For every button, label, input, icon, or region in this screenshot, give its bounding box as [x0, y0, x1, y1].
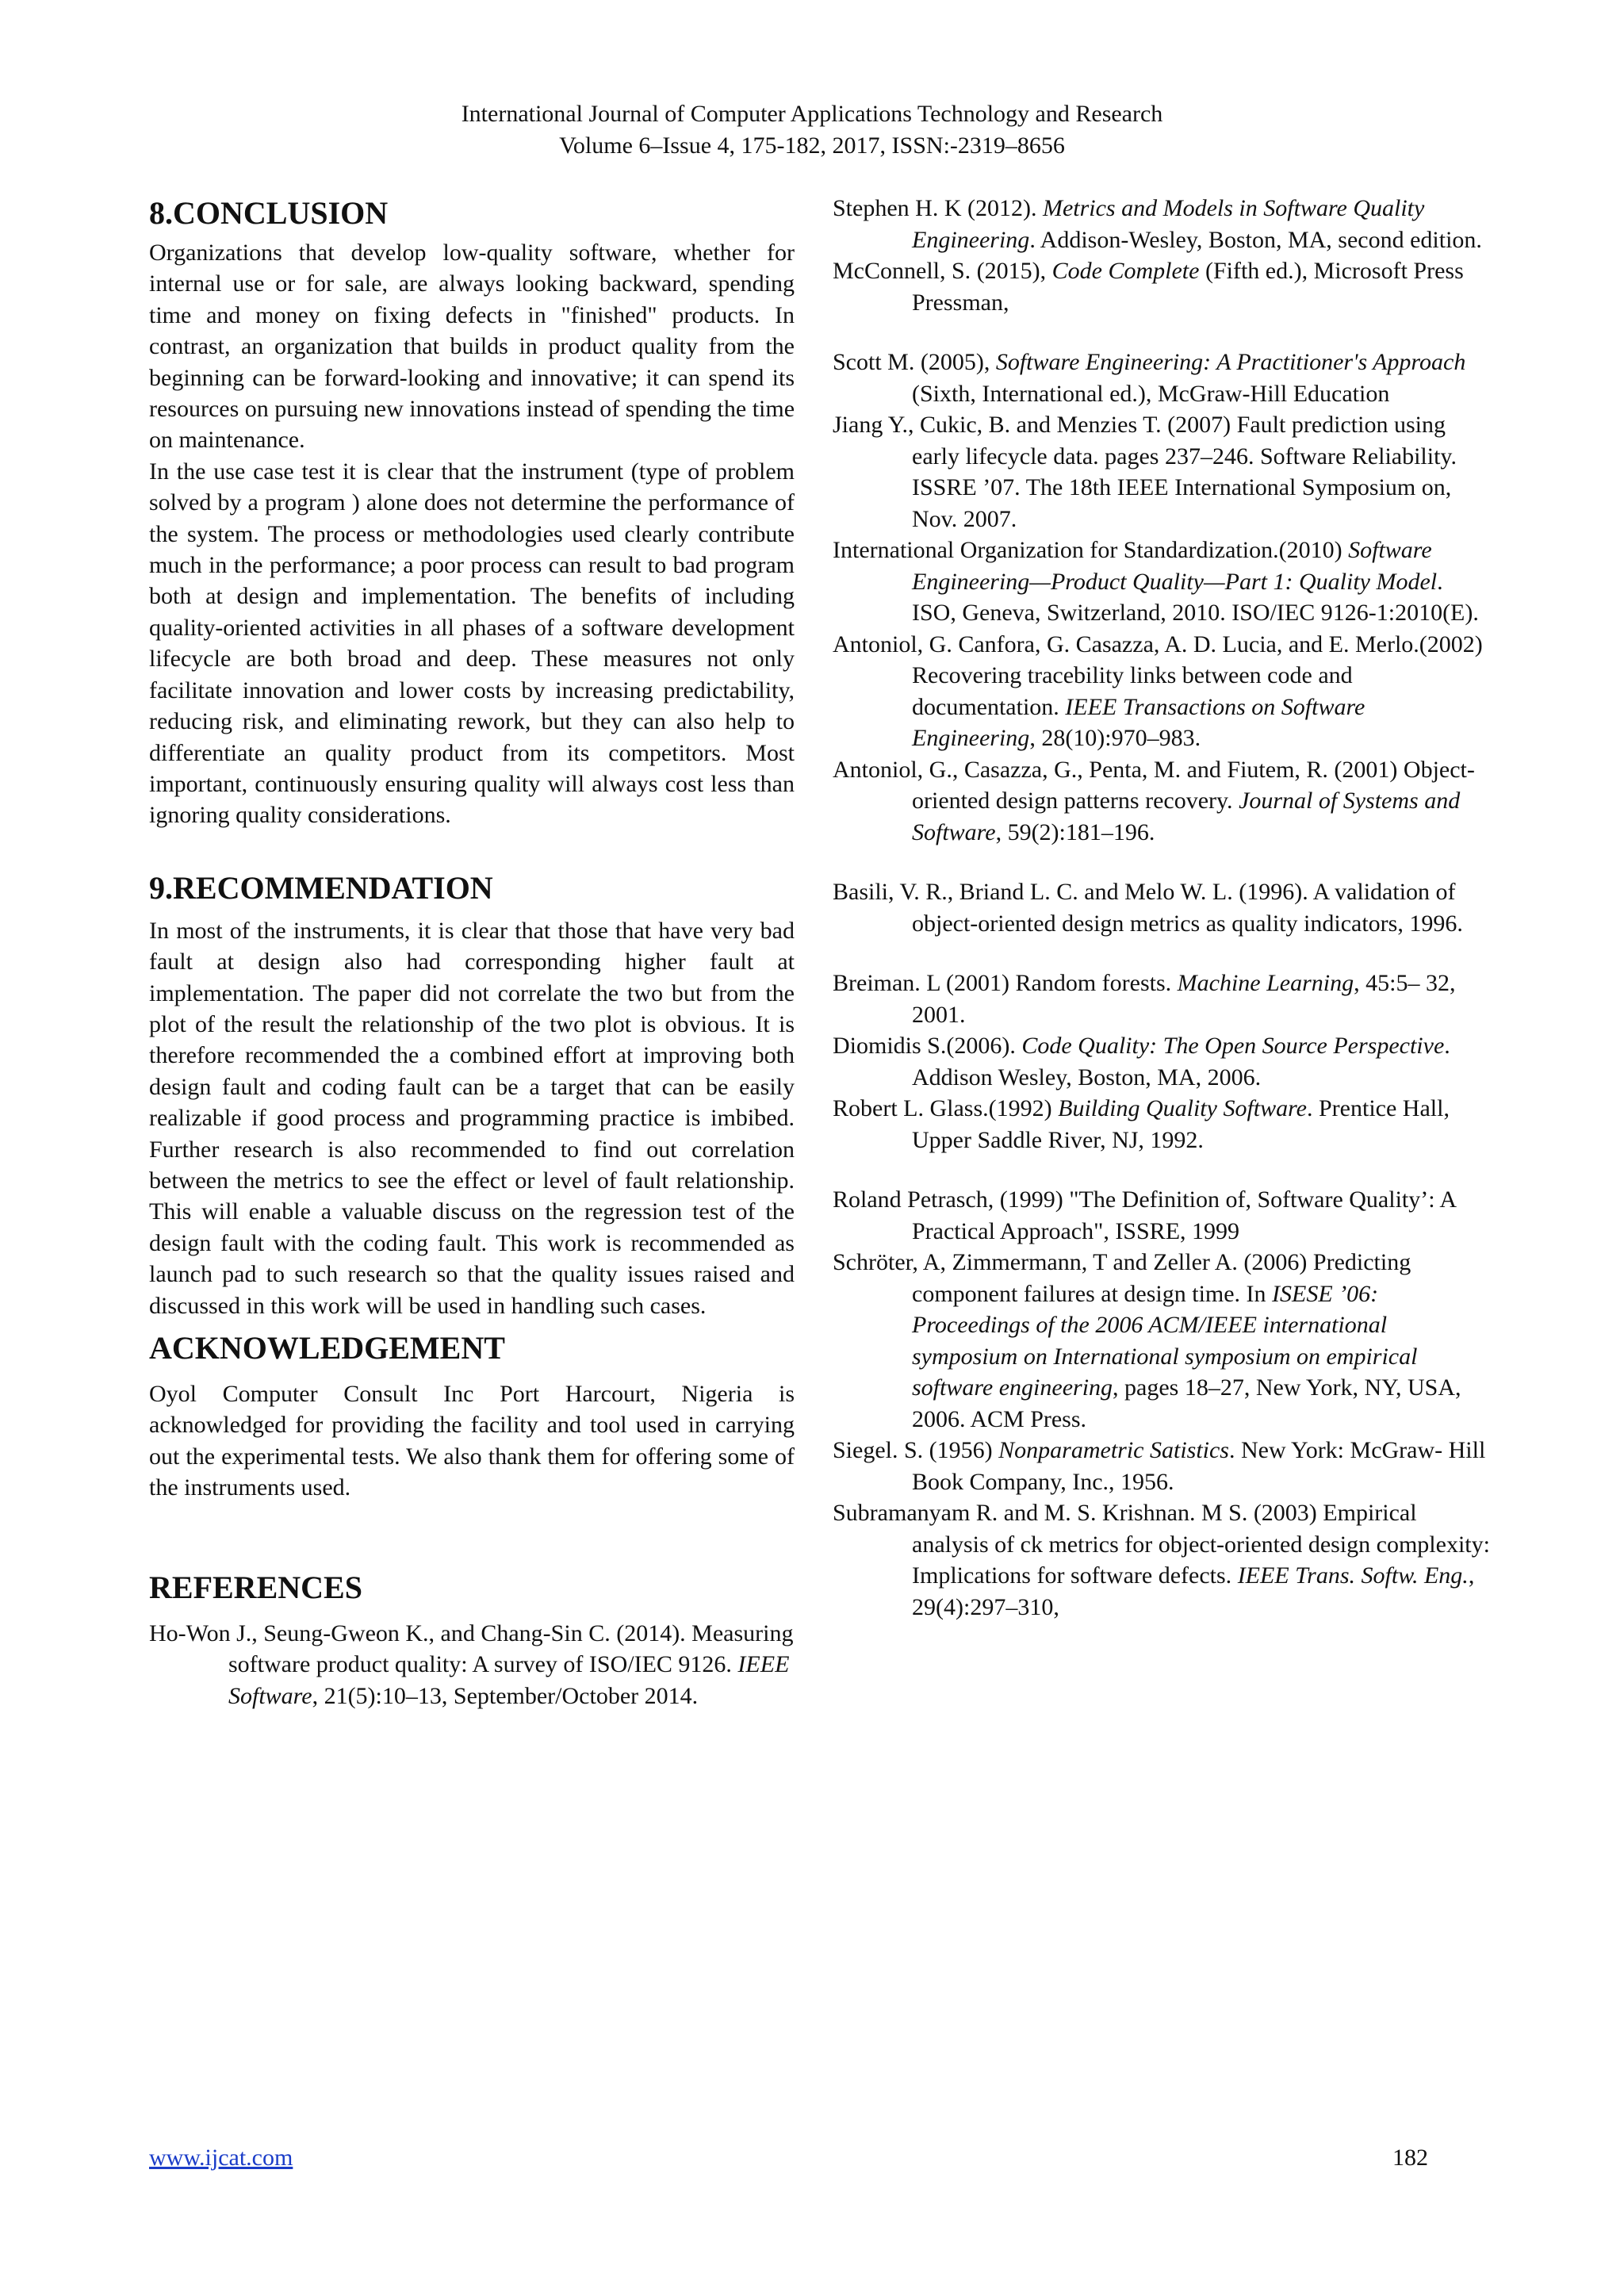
reference-item: Subramanyam R. and M. S. Krishnan. M S. (2003) Empirical analysis of ck metrics for object-oriented design complexity: Implications for software defects. IEEE Trans. Softw. Eng., 29(4):297–310,: [833, 1500, 1490, 1620]
reference-item: Antoniol, G., Casazza, G., Penta, M. and Fiutem, R. (2001) Object-oriented design patterns recovery. Journal of Systems and Software, 59(2):181–196.: [833, 756, 1475, 845]
journal-title: International Journal of Computer Applications Technology and Research: [461, 101, 1163, 127]
reference-item: Schröter, A, Zimmermann, T and Zeller A. (2006) Predicting component failures at design time. In ISESE ’06: Proceedings of the 2006 ACM/IEEE international symposium on International symposium on empirical software engineering, pages 18–27, New York, NY, USA, 2006. ACM Press.: [833, 1249, 1461, 1432]
page-number: 182: [1392, 2145, 1428, 2171]
conclusion-paragraph-1: Organizations that develop low-quality software, whether for internal use or for sale, are always looking backward, spending time and money on fixing defects in "finished" products. In contrast, an organization that builds in product quality from the beginning can be forward-looking and innovative; it can spend its resources on pursuing new innovations instead of spending the time on maintenance.: [149, 240, 795, 454]
conclusion-paragraph-2: In the use case test it is clear that the instrument (type of problem solved by a program ) alone does not determine the performance of the system. The process or methodologies used clearly contribute much in the performance; a poor process can result to bad program both at design and implementation. The benefits of including quality-oriented activities in all phases of a software development lifecycle are both broad and deep. These measures not only facilitate innovation and lower costs by increasing predictability, reducing risk, and eliminating rework, but they can also help to differentiate an quality product from its competitors. Most important, continuously ensuring quality will always cost less than ignoring quality considerations.: [149, 458, 795, 829]
acknowledgement-paragraph: Oyol Computer Consult Inc Port Harcourt, Nigeria is acknowledged for providing the facility and tool used in carrying out the experimental tests. We also thank them for offering some of the instruments used.: [149, 1381, 795, 1501]
reference-item: Ho-Won J., Seung-Gweon K., and Chang-Sin C. (2014). Measuring software product quality: A survey of ISO/IEC 9126. IEEE Software, 21(5):10–13, September/October 2014.: [149, 1619, 794, 1709]
journal-volume: Volume 6–Issue 4, 175-182, 2017, ISSN:-2319–8656: [559, 132, 1065, 159]
reference-item: Siegel. S. (1956) Nonparametric Satistics. New York: McGraw- Hill Book Company, Inc., 1956.: [833, 1437, 1486, 1495]
references-left-list: [149, 1618, 795, 1712]
reference-item: Basili, V. R., Briand L. C. and Melo W. L. (1996). A validation of object-oriented design metrics as quality indicators, 1996.: [833, 879, 1463, 937]
reference-item: Roland Petrasch, (1999) "The Definition of, Software Quality’: A Practical Approach", ISSRE, 1999: [833, 1186, 1456, 1244]
right-column: [833, 193, 1491, 1623]
acknowledgement-heading: ACKNOWLEDGEMENT: [149, 1330, 505, 1366]
footer-url-link[interactable]: www.ijcat.com: [149, 2145, 293, 2171]
recommendation-paragraph: In most of the instruments, it is clear that those that have very bad fault at design also had corresponding higher fault at implementation. The paper did not correlate the two but from the plot of the result the relationship of the two plot is obvious. It is therefore recommended the a combined effort at improving both design fault and coding fault can be a target that can be easily realizable if good process and programming practice is imbibed. Further research is also recommended to find out correlation between the metrics to see the effect or level of fault relationship. This will enable a valuable discuss on the regression test of the design fault with the coding fault. This work is recommended as launch pad to such research so that the quality issues raised and discussed in this work will be used in handling such cases.: [149, 917, 795, 1319]
reference-item: Scott M. (2005), Software Engineering: A Practitioner's Approach (Sixth, International ed.), McGraw-Hill Education: [833, 349, 1466, 407]
reference-item: Antoniol, G. Canfora, G. Casazza, A. D. Lucia, and E. Merlo.(2002) Recovering tracebility links between code and documentation. IEEE Transactions on Software Engineering, 28(10):970–983.: [833, 631, 1483, 751]
references-right-list: [833, 193, 1491, 1623]
journal-header: [0, 98, 1624, 162]
reference-item: Breiman. L (2001) Random forests. Machine Learning, 45:5– 32, 2001.: [833, 970, 1456, 1028]
conclusion-heading: 8.CONCLUSION: [149, 195, 389, 231]
reference-item: McConnell, S. (2015), Code Complete (Fifth ed.), Microsoft Press Pressman,: [833, 258, 1464, 316]
references-heading: REFERENCES: [149, 1569, 362, 1605]
reference-item: International Organization for Standardization.(2010) Software Engineering—Product Quality—Part 1: Quality Model. ISO, Geneva, Switzerland, 2010. ISO/IEC 9126-1:2010(E).: [833, 537, 1479, 626]
reference-item: Robert L. Glass.(1992) Building Quality Software. Prentice Hall, Upper Saddle River, NJ, 1992.: [833, 1095, 1450, 1153]
recommendation-heading: 9.RECOMMENDATION: [149, 869, 493, 906]
reference-item: Diomidis S.(2006). Code Quality: The Open Source Perspective. Addison Wesley, Boston, MA, 2006.: [833, 1033, 1450, 1091]
left-column: [149, 194, 795, 1711]
reference-item: Stephen H. K (2012). Metrics and Models in Software Quality Engineering. Addison-Wesley, Boston, MA, second edition.: [833, 195, 1482, 253]
reference-item: Jiang Y., Cukic, B. and Menzies T. (2007) Fault prediction using early lifecycle data. pages 237–246. Software Reliability. ISSRE ’07. The 18th IEEE International Symposium on, Nov. 2007.: [833, 412, 1457, 532]
